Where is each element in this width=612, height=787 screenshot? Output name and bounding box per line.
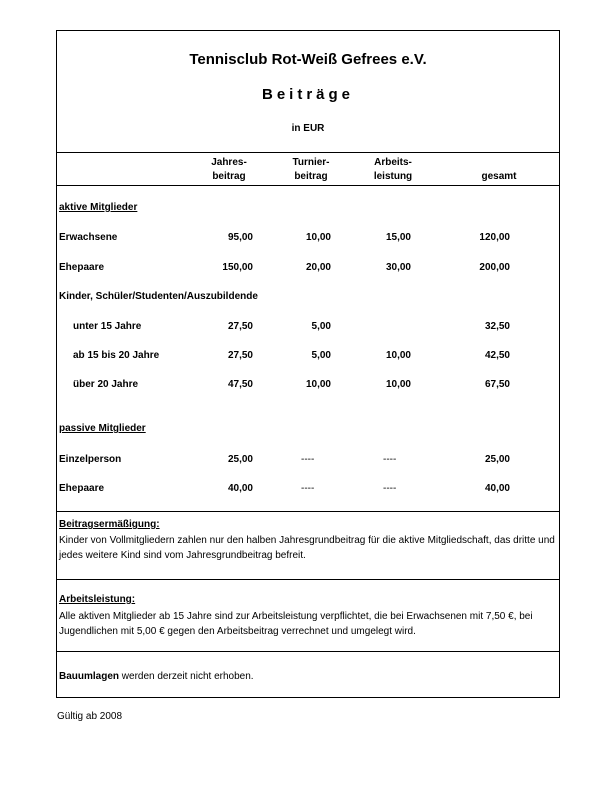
table-cell: 5,00 [311,350,331,361]
table-cell: ---- [301,454,315,465]
table-cell: 120,00 [479,232,510,243]
section-kinder: Kinder, Schüler/Studenten/Auszubildende [59,291,258,302]
divider-ermaessigung [57,511,559,512]
note-bauumlagen-bold: Bauumlagen [59,671,120,682]
table-cell: 20,00 [305,262,331,273]
divider-bauumlagen [57,651,559,652]
row-label: Einzelperson [59,454,122,465]
table-cell: 10,00 [385,379,411,390]
col-gesamt: gesamt [481,171,517,182]
section-aktive: aktive Mitglieder [59,202,138,213]
note-bauumlagen [59,671,254,682]
table-cell: 30,00 [385,262,411,273]
table-cell: 27,50 [227,321,253,332]
table-cell: 67,50 [484,379,510,390]
table-cell: 10,00 [385,350,411,361]
table-cell: 200,00 [479,262,510,273]
page-title: Beiträge [261,86,355,103]
fee-document [56,30,560,698]
row-label: Ehepaare [59,483,105,494]
table-cell: 95,00 [227,232,253,243]
col-arbeitsleistung: Arbeits- leistung [373,157,413,182]
table-cell: 40,00 [484,483,510,494]
divider-header [57,152,559,153]
table-cell: 47,50 [227,379,253,390]
table-cell: ---- [383,483,397,494]
divider-arbeit [57,579,559,580]
table-cell: 5,00 [311,321,331,332]
row-label: über 20 Jahre [73,379,139,390]
note-title-arbeit: Arbeitsleistung: [59,594,136,605]
table-cell: 40,00 [227,483,253,494]
table-cell: 15,00 [385,232,411,243]
note-bauumlagen-rest: werden derzeit nicht erhoben. [119,671,254,682]
table-cell: 150,00 [222,262,253,273]
row-label: Erwachsene [59,232,118,243]
table-cell: ---- [301,483,315,494]
row-label: ab 15 bis 20 Jahre [73,350,160,361]
table-cell: 27,50 [227,350,253,361]
note-text-arbeit: Alle aktiven Mitglieder ab 15 Jahre sind zur Arbeitsleistung verpflichtet, die bei Erwachsenen mit 7,50 €, bei Jugendlichen mit 5,00 € gegen den Arbeitsbeitrag verrechnet und umgelegt wird. [59,611,533,637]
table-cell: 25,00 [484,454,510,465]
table-cell: 32,50 [484,321,510,332]
col-turnierbeitrag: Turnier- beitrag [292,157,330,182]
section-passive: passive Mitglieder [59,423,146,434]
note-text-ermaessigung: Kinder von Vollmitgliedern zahlen nur den halben Jahresgrundbeitrag für die aktive Mitgliedschaft, das dritte und jedes weitere Kind sind vom Jahresgrundbeitrag befreit. [59,535,555,561]
note-title-ermaessigung: Beitragsermäßigung: [59,519,160,530]
table-cell: 42,50 [484,350,510,361]
col-jahresbeitrag: Jahres- beitrag [211,157,247,182]
table-cell: 25,00 [227,454,253,465]
club-title: Tennisclub Rot-Weiß Gefrees e.V. [189,51,427,68]
divider-columns [57,185,559,186]
row-label: unter 15 Jahre [73,321,142,332]
table-cell: 10,00 [305,232,331,243]
currency-unit: in EUR [291,123,325,134]
table-cell: ---- [383,454,397,465]
table-cell: 10,00 [305,379,331,390]
validity-footer: Gültig ab 2008 [57,711,123,722]
row-label: Ehepaare [59,262,105,273]
